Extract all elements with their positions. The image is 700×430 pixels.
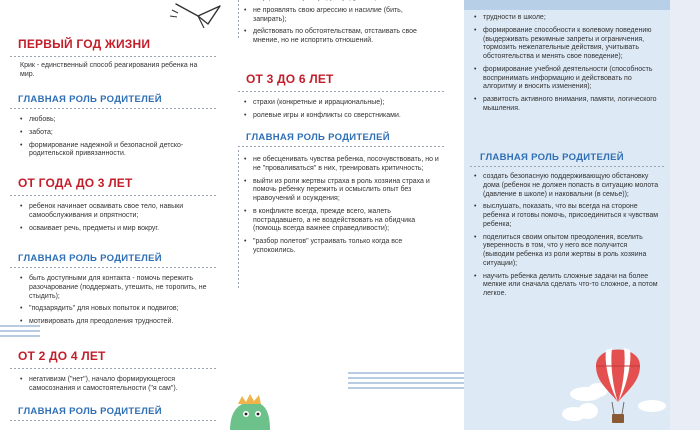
list-item: • негативизм ("нет"), начало формирующегося самосознания и самостоятельности ("я сам"). <box>20 376 216 394</box>
role-title-1: ГЛАВНАЯ РОЛЬ РОДИТЕЛЕЙ <box>18 94 162 105</box>
one-to-three-title: ОТ ГОДА ДО 3 ЛЕТ <box>18 176 133 190</box>
vertical-divider <box>238 0 239 40</box>
two-to-four-title: ОТ 2 ДО 4 ЛЕТ <box>18 349 106 363</box>
role-title-col3: ГЛАВНАЯ РОЛЬ РОДИТЕЛЕЙ <box>480 152 624 163</box>
list-item: • выслушать, показать, что вы всегда на стороне ребенка и готовы помочь, присоединиться к чувствам ребенка; <box>474 203 660 229</box>
list-item: • "подзарядить" для новых попыток и подвигов; <box>20 305 216 314</box>
list-item: • развитость активного внимания, памяти, логического мышления. <box>474 96 660 114</box>
divider <box>10 56 216 57</box>
three-to-six-list <box>244 99 444 125</box>
list-item: • выйти из роли жертвы страха в роль хозяина страха и помочь ребенку пережить и осмыслить опыт без нравоучений и осуждения; <box>244 178 444 204</box>
right-edge-panel <box>670 0 700 430</box>
three-to-six-title: ОТ 3 ДО 6 ЛЕТ <box>246 72 334 86</box>
list-item: • осваивает речь, предметы и мир вокруг. <box>20 225 216 234</box>
role-list-2 <box>20 275 216 331</box>
list-item: • создать безопасную поддерживающую обстановку дома (ребенок не должен попасть в ситуацию молота (давление в школе) и наковальни (в семье)); <box>474 173 660 199</box>
first-year-title: ПЕРВЫЙ ГОД ЖИЗНИ <box>18 37 151 51</box>
list-item: • ребенок начинает осваивать свое тело, навыки самообслуживания и опрятности; <box>20 203 216 221</box>
list-item: • формирование способности к волевому поведению (выдерживать режимные запреты и ограничения, тормозить нежелательные действия, учитывать обстоятельства и менять свое поведение); <box>474 27 660 62</box>
divider <box>238 146 446 147</box>
cloud-illustration <box>560 402 610 422</box>
decorative-stripes <box>348 372 464 392</box>
vertical-divider <box>238 150 239 290</box>
list-item: • в конфликте всегда, прежде всего, жалеть пострадавшего, а не воздействовать на обидчика (помощь всегда важнее справедливости); <box>244 208 444 234</box>
list-item: • формирование учебной деятельности (способность воспринимать информацию и действовать по алгоритму и вносить изменения); <box>474 66 660 92</box>
list-item: • действовать по обстоятельствам, отстаивать свое мнение, но не испортить отношений. <box>244 28 434 46</box>
top-blue-strip <box>464 0 670 10</box>
divider <box>470 166 664 167</box>
list-item: • научить ребенка делить сложные задачи на более мелкие или сначала сделать что-то сложное, а потом легкое. <box>474 273 660 299</box>
list-item: • "разбор полетов" устраивать только когда все успокоились. <box>244 238 444 256</box>
list-item: • страхи (конкретные и иррациональные); <box>244 99 444 108</box>
divider <box>238 91 446 92</box>
one-to-three-list <box>20 203 216 237</box>
list-item: • поделиться своим опытом преодоления, вселить уверенность в том, что у него все получится (выводим ребенка из роли жертвы в роль хозяина ситуации); <box>474 234 660 269</box>
role-title-col2: ГЛАВНАЯ РОЛЬ РОДИТЕЛЕЙ <box>246 132 390 143</box>
role-list-1 <box>20 116 216 163</box>
list-item: • быть доступными для контакта - помочь пережить разочарование (поддержать, утешить, не торопить, не стыдить); <box>20 275 216 301</box>
list-item: • ролевые игры и конфликты со сверстниками. <box>244 112 444 121</box>
list-item: • забота; <box>20 129 216 138</box>
divider <box>10 368 216 369</box>
list-item: • мотивировать для преодоления трудностей. <box>20 318 216 327</box>
top-list-col3 <box>474 14 660 118</box>
divider <box>10 195 216 196</box>
list-item: • формирование надежной и безопасной детско-родительской привязанности. <box>20 142 216 160</box>
role-title-3: ГЛАВНАЯ РОЛЬ РОДИТЕЛЕЙ <box>18 406 162 417</box>
list-item: • не обесценивать чувства ребенка, посочувствовать, но и не "проваливаться" в них, тренировать критичность; <box>244 156 444 174</box>
paper-plane-doodle <box>168 0 228 30</box>
divider <box>10 420 216 421</box>
top-list-col2 <box>244 0 434 50</box>
role-list-col2 <box>244 156 444 260</box>
list-item: • трудности в школе; <box>474 14 660 23</box>
list-item: • не проявлять свою агрессию и насилие (бить, запирать); <box>244 7 434 25</box>
divider <box>10 267 216 268</box>
first-year-intro: Крик - единственный способ реагирования ребенка на мир. <box>20 62 198 78</box>
list-item: • любовь; <box>20 116 216 125</box>
dinosaur-illustration <box>224 392 276 430</box>
list-item <box>244 0 434 3</box>
two-to-four-list <box>20 376 216 398</box>
role-title-2: ГЛАВНАЯ РОЛЬ РОДИТЕЛЕЙ <box>18 253 162 264</box>
role-list-col3 <box>474 173 660 303</box>
divider <box>10 108 216 109</box>
